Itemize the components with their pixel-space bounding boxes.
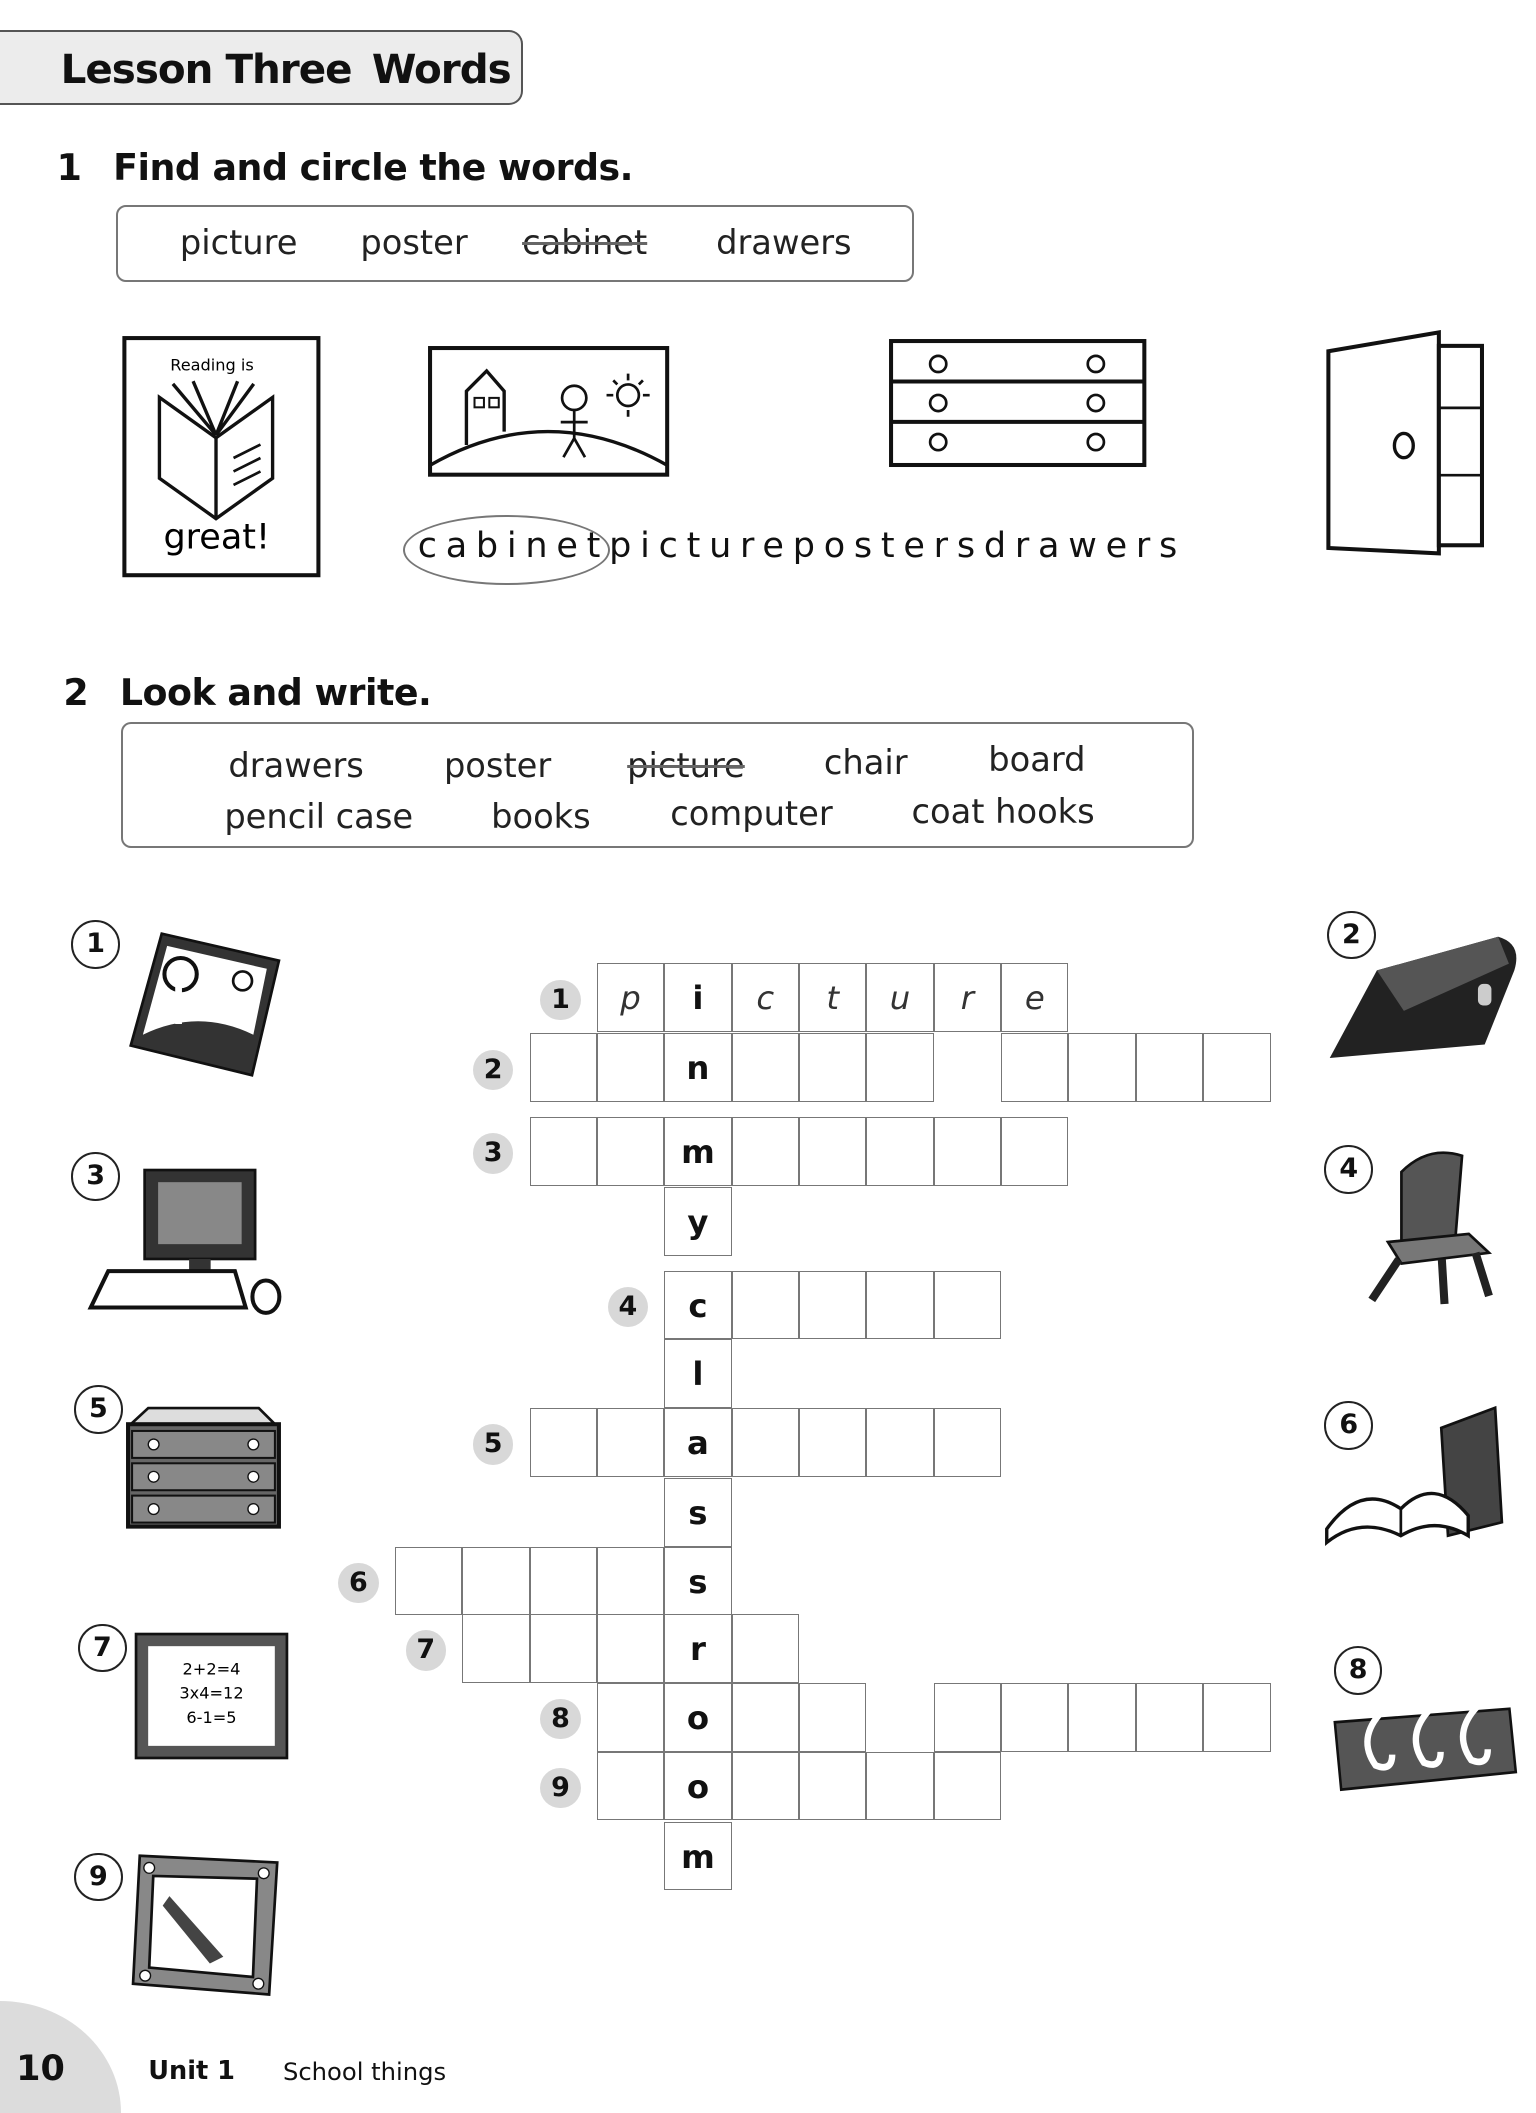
crossword-clue-number: 4: [608, 1287, 648, 1327]
lesson-title-regular: Words: [371, 45, 511, 94]
poster-text-top: Reading is: [169, 355, 254, 375]
crossword-key-cell[interactable]: s: [664, 1478, 731, 1547]
crossword-cell[interactable]: [866, 1408, 933, 1477]
crossword-cell[interactable]: [1203, 1683, 1270, 1752]
crossword-cell[interactable]: [597, 1547, 664, 1616]
crossword-cell[interactable]: [1068, 1033, 1135, 1102]
crossword-clue-number: 7: [406, 1630, 446, 1670]
crossword-cell[interactable]: [1001, 1033, 1068, 1102]
crossword-cell[interactable]: [530, 1117, 597, 1186]
crossword-key-cell[interactable]: n: [664, 1033, 731, 1102]
crossword-cell[interactable]: [866, 1271, 933, 1340]
crossword-key-cell[interactable]: m: [664, 1822, 731, 1891]
exercise-number: 2: [63, 671, 89, 714]
crossword-cell[interactable]: [530, 1033, 597, 1102]
crossword-cell[interactable]: [732, 1752, 799, 1821]
crossword-cell[interactable]: u: [866, 963, 933, 1032]
picture-icon: [124, 927, 286, 1082]
crossword-cell[interactable]: [1136, 1033, 1203, 1102]
drawers-icon: [887, 337, 1148, 469]
crossword-cell[interactable]: [597, 1033, 664, 1102]
picture-frame-icon: [426, 344, 671, 481]
footer-topic: School things: [282, 2057, 447, 2087]
crossword-clue-number: 1: [540, 980, 580, 1020]
footer-unit: Unit 1: [148, 2056, 235, 2087]
wordsearch-rest: picturepostersdrawers: [609, 525, 1187, 567]
crossword-cell[interactable]: [530, 1408, 597, 1477]
drawers-picture-icon: [124, 1404, 283, 1532]
crossword-cell[interactable]: e: [1001, 963, 1068, 1032]
page-number: 10: [16, 2048, 65, 2090]
blackboard-line: 2+2=4: [182, 1659, 241, 1679]
crossword-cell[interactable]: [597, 1752, 664, 1821]
crossword-cell[interactable]: [799, 1271, 866, 1340]
crossword-key-cell[interactable]: s: [664, 1547, 731, 1616]
crossword-clue-number: 2: [473, 1050, 513, 1090]
word-bank-item: coat hooks: [911, 791, 1095, 831]
crossword-cell[interactable]: [866, 1752, 933, 1821]
crossword-key-cell[interactable]: o: [664, 1683, 731, 1752]
picture-number: 9: [74, 1853, 123, 1902]
crossword-cell[interactable]: [597, 1117, 664, 1186]
word-bank-item: poster: [360, 222, 468, 262]
crossword-cell[interactable]: [1203, 1033, 1270, 1102]
crossword-cell[interactable]: [732, 1033, 799, 1102]
exercise-instruction: Find and circle the words.: [113, 145, 633, 189]
crossword-key-cell[interactable]: m: [664, 1117, 731, 1186]
coat-hooks-icon: [1331, 1698, 1520, 1795]
crossword-cell[interactable]: [732, 1614, 799, 1683]
crossword-key-cell[interactable]: a: [664, 1408, 731, 1477]
picture-number: 5: [74, 1385, 123, 1434]
crossword-key-cell[interactable]: c: [664, 1271, 731, 1340]
word-bank-item: chair: [823, 743, 908, 783]
picture-number: 7: [78, 1624, 127, 1673]
crossword-clue-number: 5: [473, 1424, 513, 1464]
picture-number: 8: [1334, 1646, 1383, 1695]
wordsearch-line: [418, 525, 1186, 566]
crossword-cell[interactable]: [1136, 1683, 1203, 1752]
picture-number: 6: [1324, 1401, 1373, 1450]
crossword-cell[interactable]: [530, 1614, 597, 1683]
crossword-cell[interactable]: [799, 1752, 866, 1821]
crossword-cell[interactable]: [395, 1547, 462, 1616]
word-box-1: [116, 205, 914, 282]
crossword-clue-number: 6: [338, 1563, 378, 1603]
lesson-title-bold: Lesson Three: [60, 45, 352, 94]
word-bank-item: drawers: [716, 222, 852, 262]
crossword-cell[interactable]: [1001, 1683, 1068, 1752]
blackboard-icon: [132, 1630, 291, 1762]
crossword-cell[interactable]: [462, 1547, 529, 1616]
crossword-cell[interactable]: [799, 1408, 866, 1477]
wordsearch-circled: cabinet: [417, 525, 610, 567]
crossword-key-cell[interactable]: y: [664, 1187, 731, 1256]
crossword-cell[interactable]: p: [597, 963, 664, 1032]
crossword-cell[interactable]: [934, 1117, 1001, 1186]
word-bank-item: cabinet: [522, 222, 648, 262]
crossword-cell[interactable]: c: [732, 963, 799, 1032]
crossword-cell[interactable]: [462, 1614, 529, 1683]
word-bank-item: poster: [443, 745, 552, 785]
poster-reading-icon: [119, 330, 328, 586]
word-bank-item: board: [988, 740, 1086, 780]
poster-text-bottom: great!: [163, 516, 270, 558]
crossword-cell[interactable]: [732, 1117, 799, 1186]
exercise-1-title: [57, 146, 633, 189]
crossword-key-cell[interactable]: o: [664, 1752, 731, 1821]
crossword-key-cell[interactable]: r: [664, 1614, 731, 1683]
word-bank-item: picture: [627, 745, 745, 785]
crossword-clue-number: 3: [473, 1133, 513, 1173]
crossword-cell[interactable]: [799, 1117, 866, 1186]
crossword-key-cell[interactable]: i: [664, 963, 731, 1032]
crossword-cell[interactable]: [597, 1683, 664, 1752]
crossword-cell[interactable]: [1001, 1117, 1068, 1186]
crossword-cell[interactable]: [866, 1117, 933, 1186]
crossword-cell[interactable]: [934, 1271, 1001, 1340]
word-bank-item: computer: [670, 794, 833, 834]
exercise-number: 1: [56, 145, 82, 189]
word-bank-item: drawers: [228, 745, 364, 785]
chair-icon: [1361, 1145, 1509, 1309]
crossword-cell[interactable]: t: [799, 963, 866, 1032]
cabinet-icon: [1323, 327, 1490, 559]
picture-number: 4: [1324, 1145, 1373, 1194]
picture-number: 2: [1327, 911, 1376, 960]
word-bank-item: books: [491, 796, 591, 836]
picture-number: 1: [71, 920, 120, 969]
exercise-instruction: Look and write.: [119, 671, 432, 714]
word-bank-item: pencil case: [224, 796, 414, 836]
lesson-banner: [0, 30, 523, 105]
crossword-cell[interactable]: [799, 1683, 866, 1752]
crossword-cell[interactable]: r: [934, 963, 1001, 1032]
crossword-cell[interactable]: [1068, 1683, 1135, 1752]
crossword-clue-number: 9: [540, 1768, 580, 1808]
blackboard-line: 3x4=12: [179, 1684, 244, 1704]
crossword-key-cell[interactable]: l: [664, 1339, 731, 1408]
word-bank-item: picture: [179, 222, 298, 262]
picture-number: 3: [71, 1152, 120, 1201]
word-box-2: [121, 722, 1194, 847]
crossword-cell[interactable]: [866, 1033, 933, 1102]
crossword-cell[interactable]: [597, 1614, 664, 1683]
crossword-clue-number: 8: [540, 1699, 580, 1739]
crossword-cell[interactable]: [934, 1408, 1001, 1477]
crossword-cell[interactable]: [597, 1408, 664, 1477]
crossword-cell[interactable]: [799, 1033, 866, 1102]
crossword-cell[interactable]: [732, 1408, 799, 1477]
crossword-cell[interactable]: [934, 1752, 1001, 1821]
drawing-poster-icon: [129, 1849, 285, 2000]
blackboard-line: 6-1=5: [186, 1708, 237, 1728]
crossword-cell[interactable]: [530, 1547, 597, 1616]
crossword-cell[interactable]: [934, 1683, 1001, 1752]
crossword-cell[interactable]: [732, 1271, 799, 1340]
crossword-cell[interactable]: [732, 1683, 799, 1752]
exercise-2-title: [63, 671, 431, 714]
